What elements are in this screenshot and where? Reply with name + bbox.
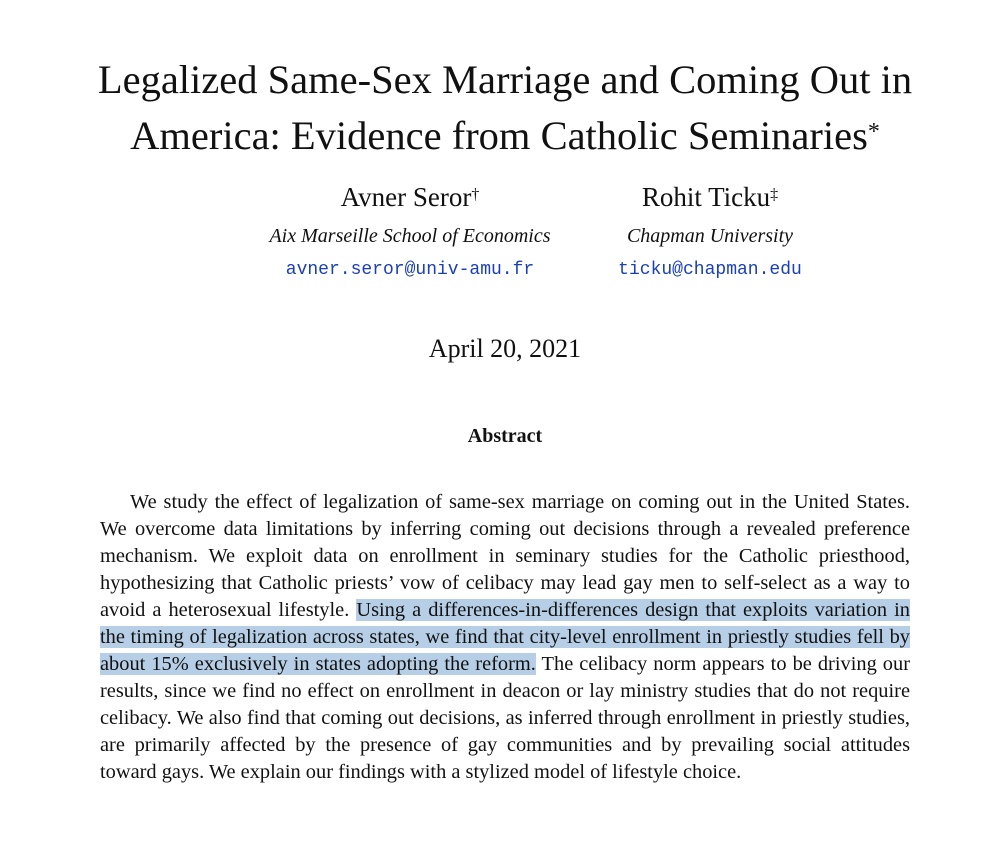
- author-email-link[interactable]: ticku@chapman.edu: [618, 260, 802, 280]
- author-affiliation: Aix Marseille School of Economics: [269, 225, 551, 247]
- paper-title-text: Legalized Same-Sex Marriage and Coming Out in America: Evidence from Catholic Seminaries: [97, 57, 913, 158]
- author-affiliation: Chapman University: [626, 225, 794, 247]
- author-block-ticku: [560, 180, 860, 282]
- abstract-highlighted-selection[interactable]: Using a differences-in-differences design that exploits variation in the timing of legalization across states, we find that city-level enrollment in priestly studies fell by about 15% exclusively in states adopting the reform.: [100, 599, 910, 675]
- abstract-text-intro: We study the effect of legalization of same-sex marriage on coming out in the United States. We overcome data limitations by inferring coming out decisions through a revealed preference mechanism. We exploit data on enrollment in seminary studies for the Catholic priesthood, hypothesizing that Catholic priests’ vow of celibacy may lead gay men to self-select as a way to avoid a heterosexual lifestyle.: [100, 491, 910, 621]
- author-footnote-mark: †: [471, 186, 480, 203]
- author-name: [560, 180, 860, 214]
- paper-title: [60, 52, 950, 164]
- author-name-text: Rohit Ticku: [641, 182, 771, 212]
- author-email-link[interactable]: avner.seror@univ-amu.fr: [285, 260, 535, 280]
- title-footnote-mark: *: [867, 119, 880, 145]
- author-footnote-mark: ‡: [770, 186, 779, 203]
- abstract-heading: Abstract: [467, 425, 543, 447]
- abstract-text-rest: The celibacy norm appears to be driving our results, since we find no effect on enrollment in deacon or lay ministry studies that do not require celibacy. We also find that coming out decisions, as inferred through enrollment in priestly studies, are primarily affected by the presence of gay communities and by prevailing social attitudes toward gays. We explain our findings with a stylized model of lifestyle choice.: [100, 653, 910, 783]
- author-name-text: Avner Seror: [340, 182, 472, 212]
- paper-date: April 20, 2021: [428, 334, 582, 363]
- abstract-text[interactable]: [100, 489, 910, 786]
